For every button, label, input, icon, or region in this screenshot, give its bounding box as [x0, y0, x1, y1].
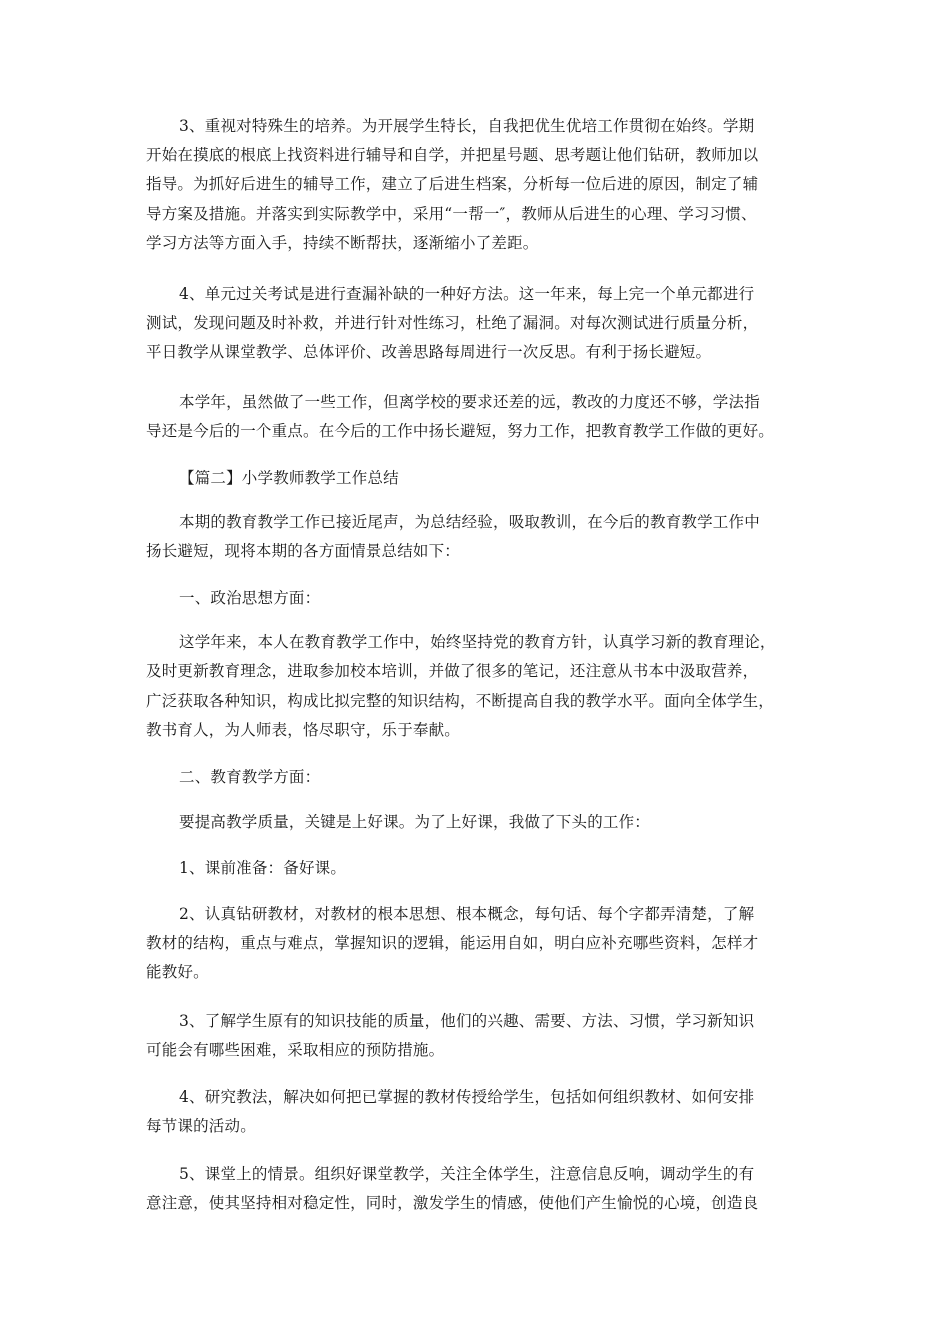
paragraph-2-line-3: 平日教学从课堂教学、总体评价、改善思路每周进行一次反思。有利于扬长避短。	[146, 343, 712, 361]
paragraph-1-line-1: 3、重视对特殊生的培养。为开展学生特长，自我把优生优培工作贯彻在始终。学期	[179, 117, 755, 135]
paragraph-2-line-2: 测试，发现问题及时补救，并进行针对性练习，杜绝了漏洞。对每次测试进行质量分析，	[146, 314, 759, 332]
paragraph-1-line-5: 学习方法等方面入手，持续不断帮扶，逐渐缩小了差距。	[146, 234, 539, 252]
paragraph-2-line-1: 4、单元过关考试是进行查漏补缺的一种好方法。这一年来，每上完一个单元都进行	[179, 285, 755, 303]
paragraph-7-line-1: 1、课前准备：备好课。	[179, 859, 347, 877]
paragraph-8-line-3: 能教好。	[146, 963, 209, 981]
paragraph-1-line-3: 指导。为抓好后进生的辅导工作，建立了后进生档案，分析每一位后进的原因，制定了辅	[146, 175, 759, 193]
paragraph-4-line-1: 本期的教育教学工作已接近尾声，为总结经验，吸取教训，在今后的教育教学工作中	[179, 513, 760, 531]
paragraph-5-line-4: 教书育人，为人师表，恪尽职守，乐于奉献。	[146, 721, 461, 739]
paragraph-5-line-2: 及时更新教育理念，进取参加校本培训，并做了很多的笔记，还注意从书本中汲取营养，	[146, 662, 759, 680]
paragraph-1-line-4: 导方案及措施。并落实到实际教学中，采用“一帮一″，教师从后进生的心理、学习习惯、	[146, 205, 757, 223]
paragraph-3-line-2: 导还是今后的一个重点。在今后的工作中扬长避短，努力工作，把教育教学工作做的更好。	[146, 422, 775, 440]
subheading-teaching: 二、教育教学方面：	[179, 768, 321, 786]
paragraph-4-line-2: 扬长避短，现将本期的各方面情景总结如下：	[146, 542, 461, 560]
paragraph-1-line-2: 开始在摸底的根底上找资料进行辅导和自学，并把星号题、思考题让他们钻研，教师加以	[146, 146, 759, 164]
paragraph-5-line-1: 这学年来，本人在教育教学工作中，始终坚持党的教育方针，认真学习新的教育理论，	[179, 633, 776, 651]
paragraph-11-line-1: 5、课堂上的情景。组织好课堂教学，关注全体学生，注意信息反响，调动学生的有	[179, 1165, 755, 1183]
paragraph-8-line-1: 2、认真钻研教材，对教材的根本思想、根本概念，每句话、每个字都弄清楚，了解	[179, 905, 755, 923]
paragraph-8-line-2: 教材的结构，重点与难点，掌握知识的逻辑，能运用自如，明白应补充哪些资料，怎样才	[146, 934, 759, 952]
paragraph-9-line-1: 3、了解学生原有的知识技能的质量，他们的兴趣、需要、方法、习惯，学习新知识	[179, 1012, 755, 1030]
paragraph-3-line-1: 本学年，虽然做了一些工作，但离学校的要求还差的远，教改的力度还不够，学法指	[179, 393, 760, 411]
paragraph-9-line-2: 可能会有哪些困难，采取相应的预防措施。	[146, 1041, 445, 1059]
paragraph-5-line-3: 广泛获取各种知识，构成比拟完整的知识结构，不断提高自我的教学水平。面向全体学生，	[146, 692, 775, 710]
subheading-political: 一、政治思想方面：	[179, 589, 321, 607]
section-heading-part-two: 【篇二】小学教师教学工作总结	[179, 469, 399, 487]
paragraph-11-line-2: 意注意，使其坚持相对稳定性，同时，激发学生的情感，使他们产生愉悦的心境，创造良	[146, 1194, 759, 1212]
paragraph-6-line-1: 要提高教学质量，关键是上好课。为了上好课，我做了下头的工作：	[179, 813, 651, 831]
paragraph-10-line-2: 每节课的活动。	[146, 1117, 256, 1135]
paragraph-10-line-1: 4、研究教法，解决如何把已掌握的教材传授给学生，包括如何组织教材、如何安排	[179, 1088, 755, 1106]
